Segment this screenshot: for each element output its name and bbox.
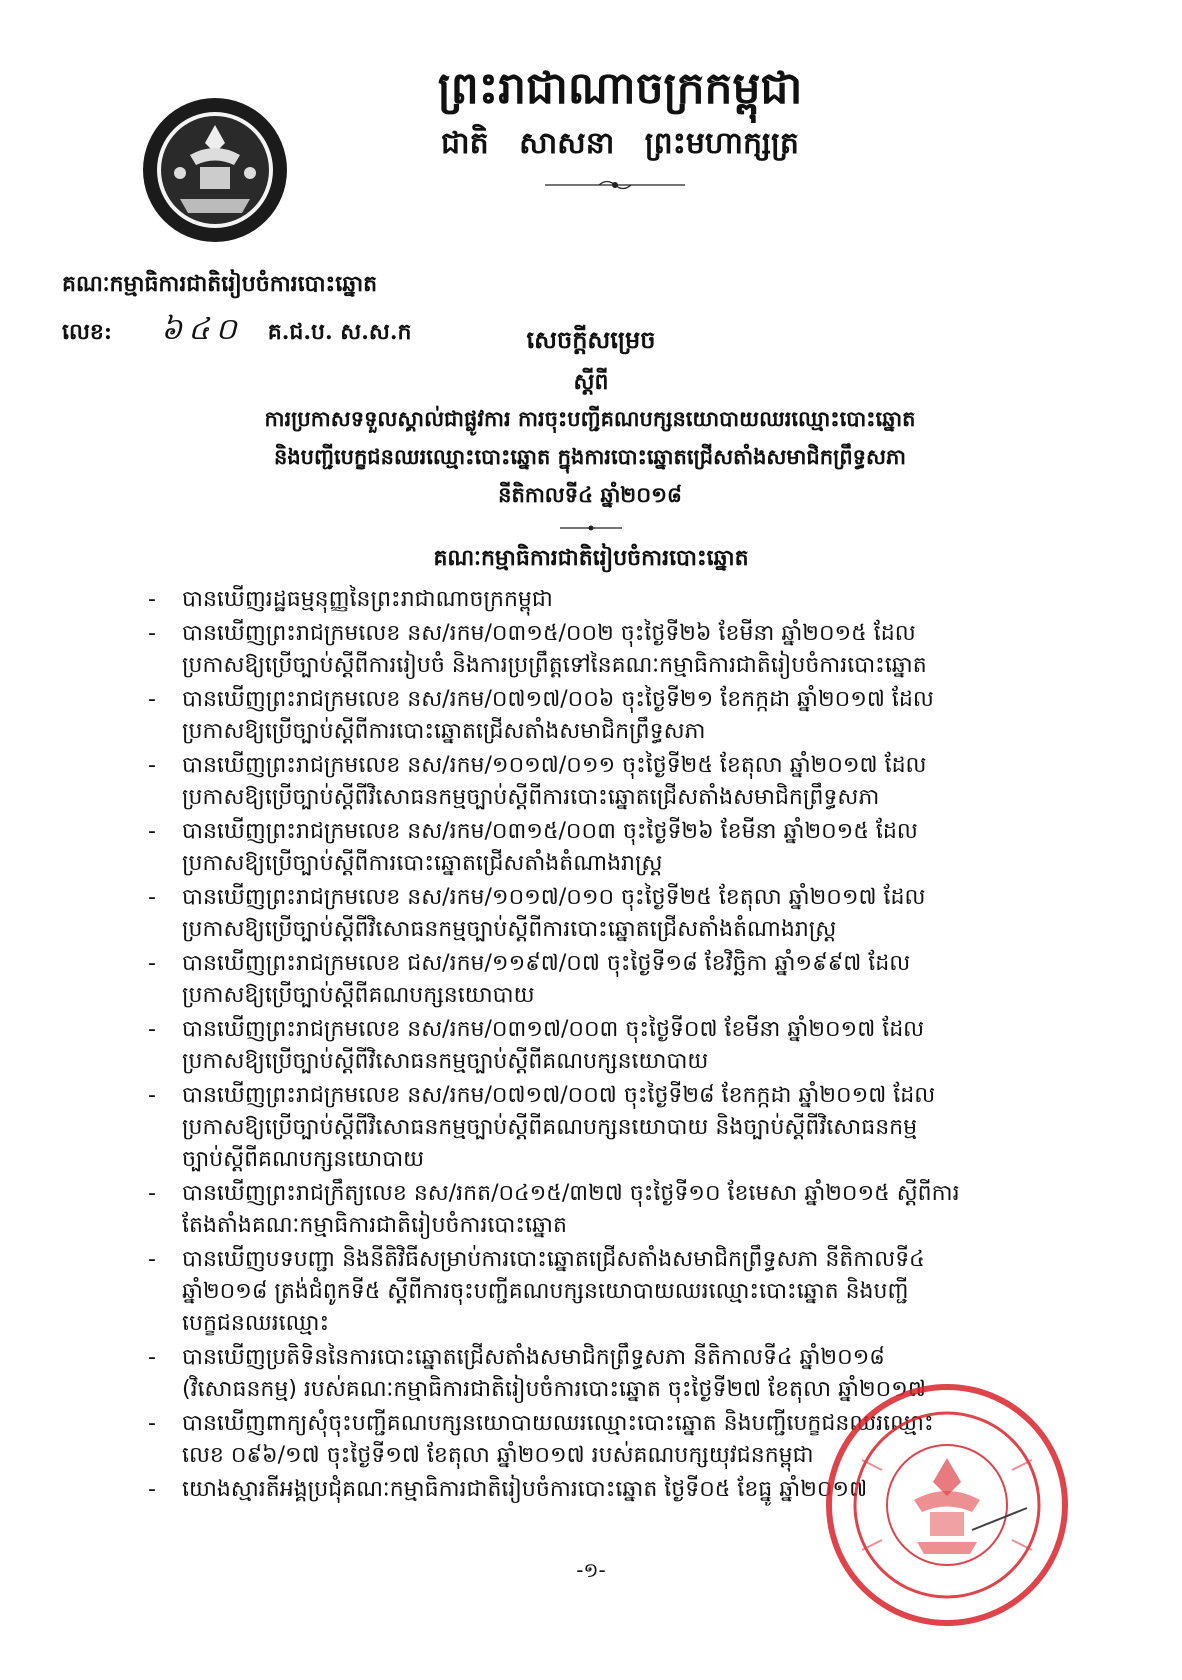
item-line: ប្រកាសឱ្យប្រើច្បាប់ស្ដីពីវិសោធនកម្មច្បាប់ស្ដីពីគណបក្សនយោបាយ និងច្បាប់ស្ដីពីវិសោធនកម្ម: [182, 1115, 918, 1140]
consideration-item: [148, 584, 1038, 616]
official-stamp-icon: [822, 1380, 1072, 1630]
item-line: ប្រកាសឱ្យប្រើច្បាប់ស្ដីពីការបោះឆ្នោតជ្រើសតាំងតំណាងរាស្ត្រ: [182, 851, 663, 876]
list-marker: -: [148, 1411, 156, 1436]
list-marker: -: [148, 819, 156, 844]
item-line: ប្រកាសឱ្យប្រើច្បាប់ស្ដីពីការបោះឆ្នោតជ្រើសតាំងសមាជិកព្រឹទ្ធសភា: [182, 719, 706, 744]
divider-ornament-icon: [560, 522, 622, 534]
committee-seal-icon: [140, 95, 290, 245]
item-line: ឆ្នាំ២០១៨ ត្រង់ជំពូកទី៥ ស្ដីពីការចុះបញ្ជីគណបក្សនយោបាយឈរឈ្មោះបោះឆ្នោត និងបញ្ជី: [182, 1279, 909, 1304]
item-line: ប្រកាសឱ្យប្រើច្បាប់ស្ដីពីគណបក្សនយោបាយ: [182, 983, 535, 1008]
item-line: បានឃើញព្រះរាជក្រមលេខ នស/រកម/០៣១៧/០០៣ ចុះថ្ងៃទី០៧ ខែមីនា ឆ្នាំ២០១៧ ដែល: [182, 1017, 925, 1042]
list-marker: -: [148, 753, 156, 778]
subject-line: នីតិកាលទី៤ ឆ្នាំ២០១៨: [498, 482, 682, 507]
item-line: ប្រកាសឱ្យប្រើច្បាប់ស្ដីពីការរៀបចំ និងការប្រព្រឹត្តទៅនៃគណៈកម្មាធិការជាតិរៀបចំការបោះឆ្នោត: [182, 653, 927, 678]
subject-block: [150, 400, 1030, 514]
item-line: បេក្ខជនឈរឈ្មោះ: [182, 1311, 330, 1336]
consideration-item: [148, 684, 1038, 748]
consideration-item: [148, 1014, 1038, 1078]
item-line: បានឃើញរដ្ឋធម្មនុញ្ញនៃព្រះរាជាណាចក្រកម្ពុជា: [182, 587, 553, 612]
list-marker: -: [148, 1017, 156, 1042]
list-marker: -: [148, 1247, 156, 1272]
list-marker: -: [148, 1477, 156, 1502]
list-marker: -: [148, 621, 156, 646]
item-line: បានឃើញព្រះរាជក្រមលេខ ជស/រកម/១១៩៧/០៧ ចុះថ្ងៃទី១៨ ខែវិច្ឆិកា ឆ្នាំ១៩៩៧ ដែល: [182, 951, 911, 976]
reference-label: លេខ:: [62, 319, 113, 345]
item-line: បានឃើញព្រះរាជក្រមលេខ នស/រកម/០៧១៧/០០៧ ចុះថ្ងៃទី២៨ ខែកក្កដា ឆ្នាំ២០១៧ ដែល: [182, 1083, 936, 1108]
decision-title: សេចក្ដីសម្រេច: [526, 325, 656, 354]
consideration-item: [148, 618, 1038, 682]
list-marker: -: [148, 885, 156, 910]
consideration-item: [148, 1178, 1038, 1242]
kingdom-title: ព្រះរាជាណាចក្រកម្ពុជា: [437, 63, 803, 114]
item-line: បានឃើញបទបញ្ជា និងនីតិវិធីសម្រាប់ការបោះឆ្នោតជ្រើសតាំងសមាជិកព្រឹទ្ធសភា នីតិកាលទី៤: [182, 1247, 925, 1272]
item-line: ប្រកាសឱ្យប្រើច្បាប់ស្ដីពីវិសោធនកម្មច្បាប់ស្ដីពីការបោះឆ្នោតជ្រើសតាំងសមាជិកព្រឹទ្ធសភា: [182, 785, 880, 810]
item-line: បានឃើញព្រះរាជក្រឹត្យលេខ នស/រកត/០៤១៥/៣២៧ ចុះថ្ងៃទី១០ ខែមេសា ឆ្នាំ២០១៥ ស្ដីពីការ: [182, 1181, 960, 1206]
consideration-item: [148, 1080, 1038, 1176]
list-marker: -: [148, 1345, 156, 1370]
consideration-item: [148, 1244, 1038, 1340]
header-ornament-icon: [545, 178, 685, 192]
item-line: បានឃើញព្រះរាជក្រមលេខ នស/រកម/០៧១៧/០០៦ ចុះថ្ងៃទី២១ ខែកក្កដា ឆ្នាំ២០១៧ ដែល: [182, 687, 934, 712]
list-marker: -: [148, 587, 156, 612]
about-label: ស្ដីពី: [573, 369, 609, 395]
issuer-name: គណៈកម្មាធិការជាតិរៀបចំការបោះឆ្នោត: [62, 271, 378, 297]
consideration-item: [148, 816, 1038, 880]
list-marker: -: [148, 1083, 156, 1108]
item-line: បានឃើញព្រះរាជក្រមលេខ នស/រកម/១០១៧/០១០ ចុះថ្ងៃទី២៥ ខែតុលា ឆ្នាំ២០១៧ ដែល: [182, 885, 926, 910]
subject-line: និងបញ្ជីបេក្ខជនឈរឈ្មោះបោះឆ្នោត ក្នុងការបោះឆ្នោតជ្រើសតាំងសមាជិកព្រឹទ្ធសភា: [274, 444, 906, 469]
item-line: តែងតាំងគណៈកម្មាធិការជាតិរៀបចំការបោះឆ្នោត: [182, 1213, 567, 1238]
list-marker: -: [148, 951, 156, 976]
item-line: បានឃើញព្រះរាជក្រមលេខ នស/រកម/០៣១៥/០០៣ ចុះថ្ងៃទី២៦ ខែមីនា ឆ្នាំ២០១៥ ដែល: [182, 819, 918, 844]
national-motto: ជាតិ សាសនា ព្រះមហាក្សត្រ: [441, 126, 799, 161]
item-line: ច្បាប់ស្ដីពីគណបក្សនយោបាយ: [182, 1147, 425, 1172]
item-line: បានឃើញព្រះរាជក្រមលេខ នស/រកម/០៣១៥/០០២ ចុះថ្ងៃទី២៦ ខែមីនា ឆ្នាំ២០១៥ ដែល: [182, 621, 916, 646]
item-line: លេខ ០៩៦/១៧ ចុះថ្ងៃទី១៧ ខែតុលា ឆ្នាំ២០១៧ របស់គណបក្សយុវជនកម្ពុជា: [182, 1443, 814, 1468]
item-line: បានឃើញព្រះរាជក្រមលេខ នស/រកម/១០១៧/០១១ ចុះថ្ងៃទី២៥ ខែតុលា ឆ្នាំ២០១៧ ដែល: [182, 753, 927, 778]
reference-suffix: គ.ជ.ប. ស.ស.ក: [267, 319, 412, 345]
page-number: -១-: [576, 1558, 606, 1582]
item-line: ប្រកាសឱ្យប្រើច្បាប់ស្ដីពីវិសោធនកម្មច្បាប់ស្ដីពីការបោះឆ្នោតជ្រើសតាំងតំណាងរាស្ត្រ: [182, 917, 837, 942]
subject-line: ការប្រកាសទទួលស្គាល់ជាផ្លូវការ ការចុះបញ្ជីគណបក្សនយោបាយឈរឈ្មោះបោះឆ្នោត: [264, 406, 916, 431]
list-marker: -: [148, 1181, 156, 1206]
list-marker: -: [148, 687, 156, 712]
item-line: បានឃើញពាក្យសុំចុះបញ្ជីគណបក្សនយោបាយឈរឈ្មោះបោះឆ្នោត និងបញ្ជីបេក្ខជនឈរឈ្មោះ: [182, 1411, 934, 1436]
item-line: ប្រកាសឱ្យប្រើច្បាប់ស្ដីពីវិសោធនកម្មច្បាប់ស្ដីពីគណបក្សនយោបាយ: [182, 1049, 709, 1074]
considerations-list: [148, 584, 1038, 1508]
consideration-item: [148, 750, 1038, 814]
item-line: (វិសោធនកម្ម) របស់គណៈកម្មាធិការជាតិរៀបចំការបោះឆ្នោត ចុះថ្ងៃទី២៧ ខែតុលា ឆ្នាំ២០១៧: [182, 1377, 926, 1402]
organization-heading: គណៈកម្មាធិការជាតិរៀបចំការបោះឆ្នោត: [433, 545, 749, 571]
item-line: យោងស្មារតីអង្គប្រជុំគណៈកម្មាធិការជាតិរៀបចំការបោះឆ្នោត ថ្ងៃទី០៥ ខែធ្នូ ឆ្នាំ២០១៧: [182, 1477, 868, 1502]
reference-number: ៦៤០: [161, 312, 243, 347]
consideration-item: [148, 948, 1038, 1012]
consideration-item: [148, 882, 1038, 946]
item-line: បានឃើញប្រតិទិននៃការបោះឆ្នោតជ្រើសតាំងសមាជិកព្រឹទ្ធសភា នីតិកាលទី៤ ឆ្នាំ២០១៨: [182, 1345, 885, 1370]
